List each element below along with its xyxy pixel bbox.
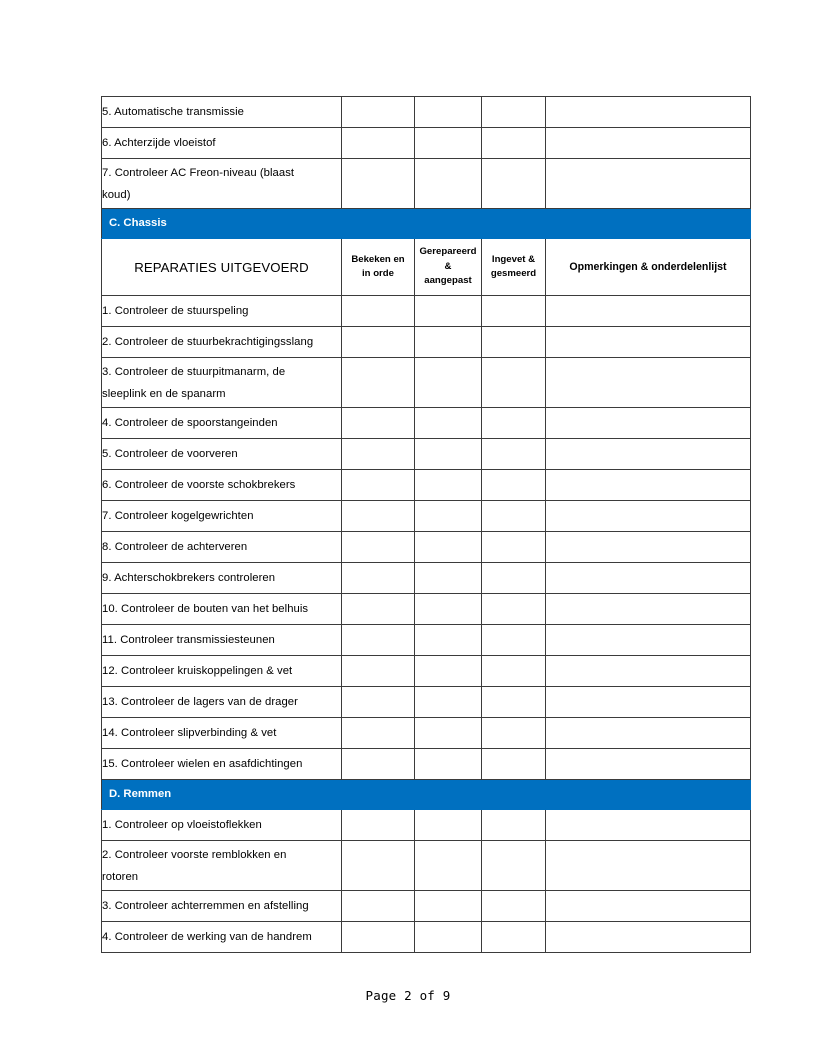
checkbox-cell-checked[interactable] bbox=[342, 841, 415, 891]
table-row bbox=[102, 891, 751, 922]
table-row bbox=[102, 749, 751, 780]
table-row bbox=[102, 625, 751, 656]
checkbox-cell-greased[interactable] bbox=[482, 810, 546, 841]
notes-cell[interactable] bbox=[546, 749, 751, 780]
table-row bbox=[102, 656, 751, 687]
checkbox-cell-repaired[interactable] bbox=[415, 439, 482, 470]
table-row bbox=[102, 408, 751, 439]
checkbox-cell-greased[interactable] bbox=[482, 501, 546, 532]
notes-cell[interactable] bbox=[546, 296, 751, 327]
checkbox-cell-checked[interactable] bbox=[342, 532, 415, 563]
checkbox-cell-repaired[interactable] bbox=[415, 922, 482, 953]
table-row bbox=[102, 470, 751, 501]
checkbox-cell-repaired[interactable] bbox=[415, 532, 482, 563]
task-label-cell: 2. Controleer de stuurbekrachtigingsslang bbox=[102, 327, 342, 358]
checkbox-cell-checked[interactable] bbox=[342, 718, 415, 749]
task-label-cell: 4. Controleer de werking van de handrem bbox=[102, 922, 342, 953]
checkbox-cell-greased[interactable] bbox=[482, 408, 546, 439]
section-title: D. Remmen bbox=[109, 788, 172, 800]
checkbox-cell-greased[interactable] bbox=[482, 532, 546, 563]
task-label-cell: 11. Controleer transmissiesteunen bbox=[102, 625, 342, 656]
table-body bbox=[102, 97, 751, 953]
notes-cell[interactable] bbox=[546, 718, 751, 749]
task-label-cell: 3. Controleer achterremmen en afstelling bbox=[102, 891, 342, 922]
notes-cell[interactable] bbox=[546, 439, 751, 470]
notes-cell[interactable] bbox=[546, 625, 751, 656]
notes-cell[interactable] bbox=[546, 532, 751, 563]
notes-cell[interactable] bbox=[546, 563, 751, 594]
column-header-notes: Opmerkingen & onderdelenlijst bbox=[546, 239, 751, 296]
task-label-cell: 5. Controleer de voorveren bbox=[102, 439, 342, 470]
checkbox-cell-greased[interactable] bbox=[482, 922, 546, 953]
task-label-cell: 12. Controleer kruiskoppelingen & vet bbox=[102, 656, 342, 687]
checkbox-cell-repaired[interactable] bbox=[415, 594, 482, 625]
checkbox-cell-greased[interactable] bbox=[482, 97, 546, 128]
checkbox-cell-checked[interactable] bbox=[342, 501, 415, 532]
checkbox-cell-greased[interactable] bbox=[482, 625, 546, 656]
checkbox-cell-checked[interactable] bbox=[342, 470, 415, 501]
task-label-cell: 7. Controleer kogelgewrichten bbox=[102, 501, 342, 532]
task-label-cell: 13. Controleer de lagers van de drager bbox=[102, 687, 342, 718]
section-header-cell bbox=[102, 209, 751, 239]
checkbox-cell-repaired[interactable] bbox=[415, 408, 482, 439]
checkbox-cell-checked[interactable] bbox=[342, 408, 415, 439]
checkbox-cell-checked[interactable] bbox=[342, 922, 415, 953]
checkbox-cell-repaired[interactable] bbox=[415, 841, 482, 891]
checkbox-cell-greased[interactable] bbox=[482, 656, 546, 687]
table-row bbox=[102, 563, 751, 594]
checkbox-cell-repaired[interactable] bbox=[415, 563, 482, 594]
table-row bbox=[102, 718, 751, 749]
checkbox-cell-repaired[interactable] bbox=[415, 749, 482, 780]
checkbox-cell-greased[interactable] bbox=[482, 563, 546, 594]
table-row bbox=[102, 501, 751, 532]
checkbox-cell-checked[interactable] bbox=[342, 594, 415, 625]
checkbox-cell-checked[interactable] bbox=[342, 327, 415, 358]
table-row bbox=[102, 358, 751, 408]
checkbox-cell-greased[interactable] bbox=[482, 841, 546, 891]
page-footer: Page 2 of 9 bbox=[365, 988, 451, 1003]
checkbox-cell-checked[interactable] bbox=[342, 625, 415, 656]
task-label-cell: 2. Controleer voorste remblokken en rotoren bbox=[102, 841, 342, 891]
task-label-cell: 1. Controleer de stuurspeling bbox=[102, 296, 342, 327]
table-row bbox=[102, 128, 751, 159]
task-label-cell: 9. Achterschokbrekers controleren bbox=[102, 563, 342, 594]
checkbox-cell-repaired[interactable] bbox=[415, 810, 482, 841]
task-label-cell: 4. Controleer de spoorstangeinden bbox=[102, 408, 342, 439]
table-row bbox=[102, 810, 751, 841]
notes-cell[interactable] bbox=[546, 656, 751, 687]
checkbox-cell-repaired[interactable] bbox=[415, 470, 482, 501]
checkbox-cell-greased[interactable] bbox=[482, 327, 546, 358]
inspection-checklist-table bbox=[101, 96, 751, 953]
table-row bbox=[102, 439, 751, 470]
checkbox-cell-greased[interactable] bbox=[482, 470, 546, 501]
column-header-repaired: Gerepareerd & aangepast bbox=[415, 239, 482, 296]
checkbox-cell-checked[interactable] bbox=[342, 439, 415, 470]
notes-cell[interactable] bbox=[546, 470, 751, 501]
notes-cell[interactable] bbox=[546, 408, 751, 439]
column-header-row bbox=[102, 239, 751, 296]
table-row bbox=[102, 159, 751, 209]
checkbox-cell-checked[interactable] bbox=[342, 563, 415, 594]
checkbox-cell-greased[interactable] bbox=[482, 358, 546, 408]
table-row bbox=[102, 296, 751, 327]
section-header-row-remmen bbox=[102, 780, 751, 810]
checkbox-cell-greased[interactable] bbox=[482, 687, 546, 718]
checkbox-cell-checked[interactable] bbox=[342, 128, 415, 159]
checkbox-cell-checked[interactable] bbox=[342, 656, 415, 687]
notes-cell[interactable] bbox=[546, 327, 751, 358]
checkbox-cell-checked[interactable] bbox=[342, 749, 415, 780]
task-label-cell: 14. Controleer slipverbinding & vet bbox=[102, 718, 342, 749]
task-label-cell: 5. Automatische transmissie bbox=[102, 97, 342, 128]
section-header-row-chassis bbox=[102, 209, 751, 239]
notes-cell[interactable] bbox=[546, 97, 751, 128]
section-title: C. Chassis bbox=[109, 217, 167, 229]
task-label-cell: 8. Controleer de achterveren bbox=[102, 532, 342, 563]
checkbox-cell-repaired[interactable] bbox=[415, 128, 482, 159]
checkbox-cell-greased[interactable] bbox=[482, 296, 546, 327]
checkbox-cell-checked[interactable] bbox=[342, 687, 415, 718]
checkbox-cell-greased[interactable] bbox=[482, 718, 546, 749]
notes-cell[interactable] bbox=[546, 159, 751, 209]
table-row bbox=[102, 594, 751, 625]
notes-cell[interactable] bbox=[546, 922, 751, 953]
task-label-cell: 6. Controleer de voorste schokbrekers bbox=[102, 470, 342, 501]
checkbox-cell-greased[interactable] bbox=[482, 128, 546, 159]
checkbox-cell-repaired[interactable] bbox=[415, 501, 482, 532]
checkbox-cell-repaired[interactable] bbox=[415, 718, 482, 749]
notes-cell[interactable] bbox=[546, 358, 751, 408]
task-label-cell: 3. Controleer de stuurpitmanarm, de sleeplink en de spanarm bbox=[102, 358, 342, 408]
checkbox-cell-checked[interactable] bbox=[342, 296, 415, 327]
checkbox-cell-repaired[interactable] bbox=[415, 656, 482, 687]
table-row bbox=[102, 687, 751, 718]
checkbox-cell-checked[interactable] bbox=[342, 810, 415, 841]
checkbox-cell-checked[interactable] bbox=[342, 358, 415, 408]
table-row bbox=[102, 532, 751, 563]
notes-cell[interactable] bbox=[546, 501, 751, 532]
task-label-cell: 1. Controleer op vloeistoflekken bbox=[102, 810, 342, 841]
column-header-task: REPARATIES UITGEVOERD bbox=[102, 239, 342, 296]
checkbox-cell-greased[interactable] bbox=[482, 891, 546, 922]
checkbox-cell-checked[interactable] bbox=[342, 891, 415, 922]
column-header-checked: Bekeken en in orde bbox=[342, 239, 415, 296]
checkbox-cell-repaired[interactable] bbox=[415, 625, 482, 656]
checkbox-cell-repaired[interactable] bbox=[415, 327, 482, 358]
table-row bbox=[102, 327, 751, 358]
task-label-cell: 7. Controleer AC Freon-niveau (blaast koud) bbox=[102, 159, 342, 209]
notes-cell[interactable] bbox=[546, 810, 751, 841]
checkbox-cell-repaired[interactable] bbox=[415, 358, 482, 408]
checkbox-cell-repaired[interactable] bbox=[415, 687, 482, 718]
checkbox-cell-greased[interactable] bbox=[482, 749, 546, 780]
notes-cell[interactable] bbox=[546, 841, 751, 891]
task-label-cell: 15. Controleer wielen en asafdichtingen bbox=[102, 749, 342, 780]
checkbox-cell-repaired[interactable] bbox=[415, 296, 482, 327]
checkbox-cell-repaired[interactable] bbox=[415, 891, 482, 922]
column-header-greased: Ingevet & gesmeerd bbox=[482, 239, 546, 296]
checkbox-cell-checked[interactable] bbox=[342, 159, 415, 209]
notes-cell[interactable] bbox=[546, 891, 751, 922]
checkbox-cell-greased[interactable] bbox=[482, 439, 546, 470]
notes-cell[interactable] bbox=[546, 128, 751, 159]
table-row bbox=[102, 841, 751, 891]
section-header-cell bbox=[102, 780, 751, 810]
task-label-cell: 10. Controleer de bouten van het belhuis bbox=[102, 594, 342, 625]
task-label-cell: 6. Achterzijde vloeistof bbox=[102, 128, 342, 159]
checkbox-cell-repaired[interactable] bbox=[415, 97, 482, 128]
notes-cell[interactable] bbox=[546, 594, 751, 625]
checkbox-cell-repaired[interactable] bbox=[415, 159, 482, 209]
checkbox-cell-checked[interactable] bbox=[342, 97, 415, 128]
table-row bbox=[102, 97, 751, 128]
table-row bbox=[102, 922, 751, 953]
notes-cell[interactable] bbox=[546, 687, 751, 718]
checkbox-cell-greased[interactable] bbox=[482, 159, 546, 209]
checkbox-cell-greased[interactable] bbox=[482, 594, 546, 625]
